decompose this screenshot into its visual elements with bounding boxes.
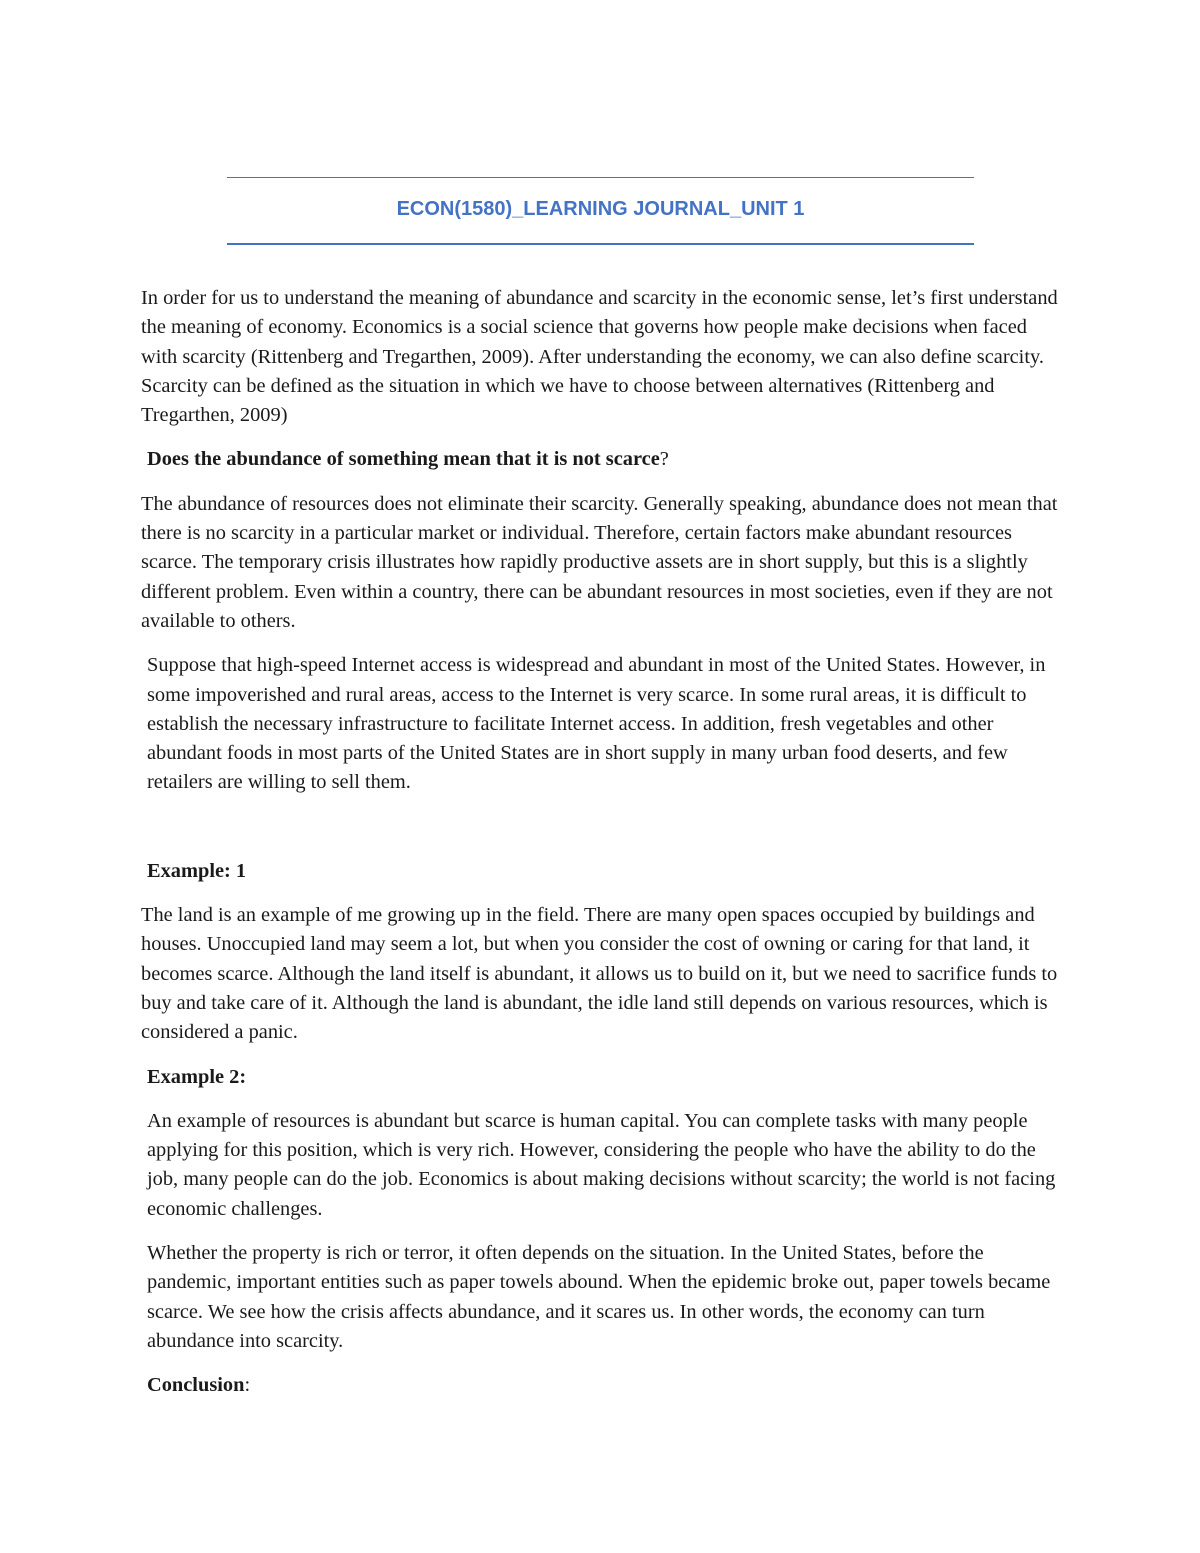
question-heading-text: Does the abundance of something mean that it is not scarce [147, 448, 660, 471]
intro-paragraph: In order for us to understand the meaning of abundance and scarcity in the economic sense, let’s first understand the meaning of economy. Economics is a social science that governs how people make decisions when faced with scarcity (Rittenberg and Tregarthen, 2009). After understanding the economy, we can also define scarcity. Scarcity can be defined as the situation in which we have to choose between alternatives (Rittenberg and Tregarthen, 2009) [141, 287, 1058, 427]
conclusion-heading-colon: : [244, 1374, 251, 1397]
abundance-paragraph: The abundance of resources does not eliminate their scarcity. Generally speaking, abundance does not mean that there is no scarcity in a particular market or individual. Therefore, certain factors make abundant resources scarce. The temporary crisis illustrates how rapidly productive assets are in short supply, but this is a slightly different problem. Even within a country, there can be abundant resources in most societies, even if they are not available to others. [141, 492, 1058, 632]
example2-heading: Example 2: [147, 1065, 247, 1088]
question-heading-mark: ? [659, 448, 669, 471]
conclusion-heading [147, 1371, 1066, 1400]
question-heading [147, 445, 1066, 474]
internet-paragraph: Suppose that high-speed Internet access is widespread and abundant in most of the United States. However, in some impoverished and rural areas, access to the Internet is very scarce. In some rural areas, it is difficult to establish the necessary infrastructure to facilitate Internet access. In addition, fresh vegetables and other abundant foods in most parts of the United States are in short supply in many urban food deserts, and few retailers are willing to sell them. [147, 654, 1046, 794]
conclusion-heading-text: Conclusion [147, 1374, 245, 1397]
property-paragraph: Whether the property is rich or terror, it often depends on the situation. In the United States, before the pandemic, important entities such as paper towels abound. When the epidemic broke out, paper towels became scarce. We see how the crisis affects abundance, and it scares us. In other words, the economy can turn abundance into scarcity. [147, 1242, 1051, 1352]
spacer [141, 813, 1066, 857]
example1-paragraph: The land is an example of me growing up in the field. There are many open spaces occupied by buildings and houses. Unoccupied land may seem a lot, but when you consider the cost of owning or caring for that land, it becomes scarce. Although the land itself is abundant, it allows us to build on it, but we need to sacrifice funds to buy and take care of it. Although the land is abundant, the idle land still depends on various resources, which is considered a panic. [141, 904, 1058, 1044]
example2-paragraph: An example of resources is abundant but scarce is human capital. You can complete tasks with many people applying for this position, which is very rich. However, considering the people who have the ability to do the job, many people can do the job. Economics is about making decisions without scarcity; the world is not facing economic challenges. [147, 1109, 1056, 1220]
document-body [141, 284, 1066, 1416]
example1-heading: Example: 1 [147, 859, 247, 882]
title-bottom-rule [227, 243, 974, 245]
document-title: ECON(1580)_LEARNING JOURNAL_UNIT 1 [396, 198, 805, 220]
title-top-rule [227, 177, 974, 178]
